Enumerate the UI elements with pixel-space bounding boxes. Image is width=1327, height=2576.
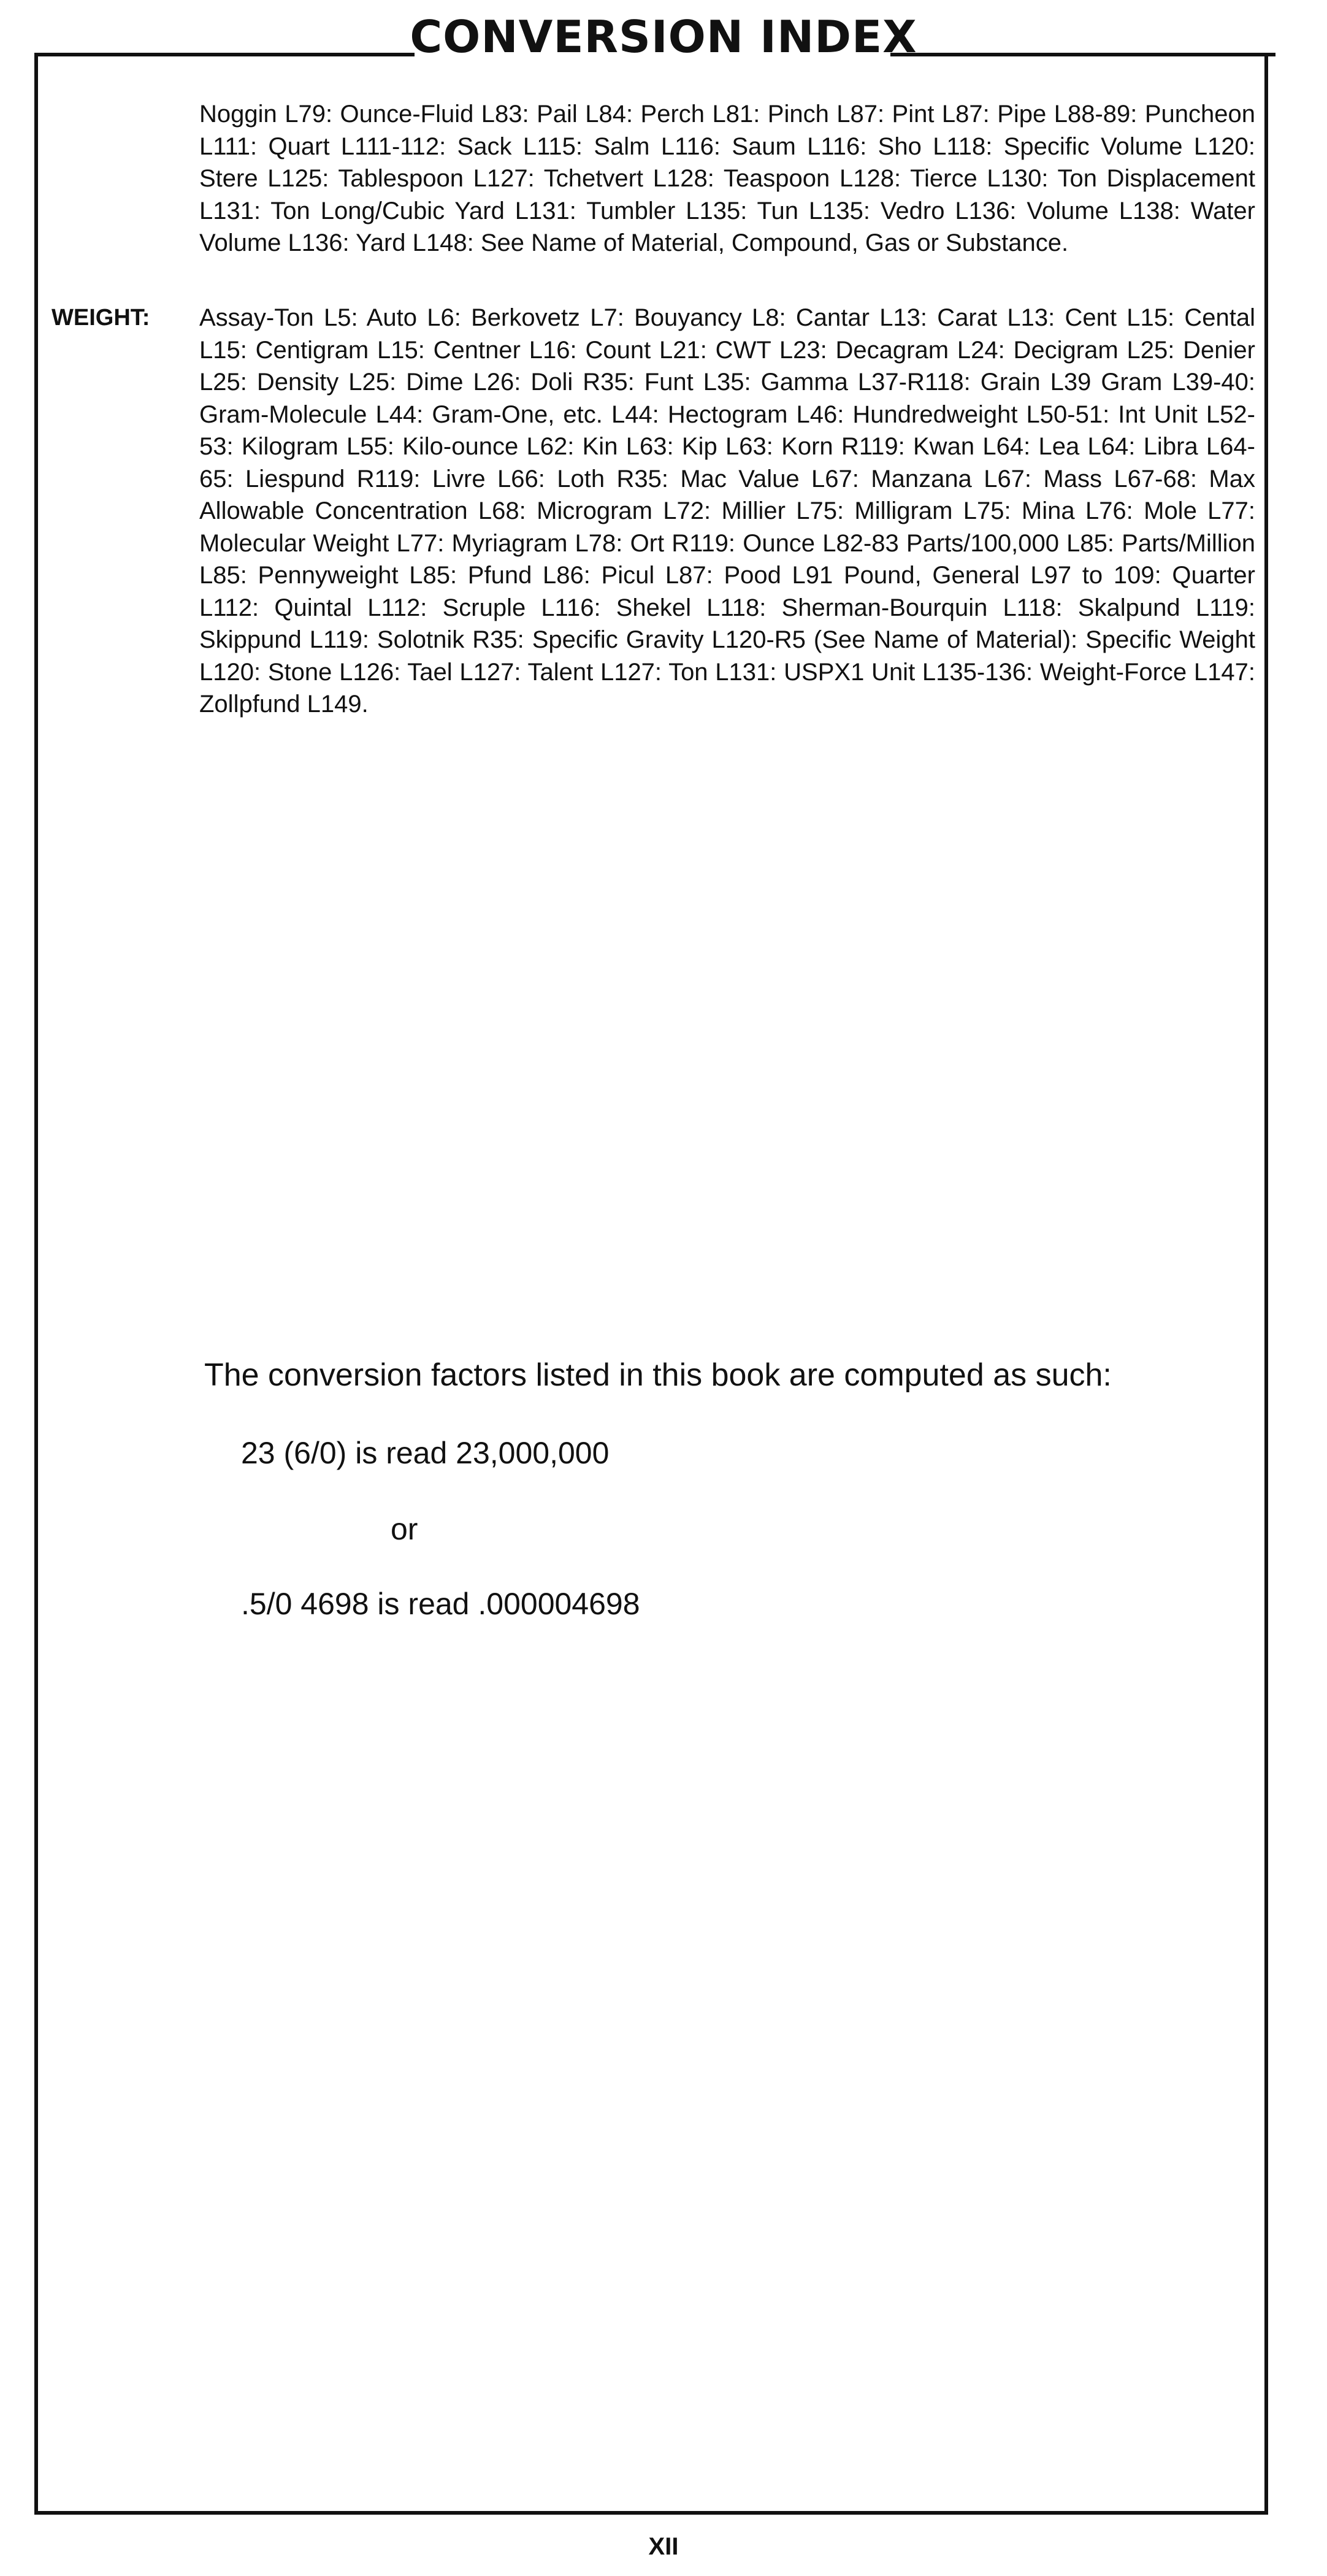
conversion-example-1: 23 (6/0) is read 23,000,000 [241, 1436, 610, 1470]
weight-entries: Assay-Ton L5: Auto L6: Berkovetz L7: Bouyancy L8: Cantar L13: Carat L13: Cent L15: Cental L15: Centigram L15: Centner L16: Count L21: CWT L23: Decagram L24: Decigram L25: Denier L25: Density L25: Dime L26: Doli R35: Funt L35: Gamma L37-R118: Grain L39 Gram L39-40: Gram-Molecule L44: Gram-One, etc. L44: Hectogram L46: Hundredweight L50-51: Int Unit L52-53: Kilogram L55: Kilo-ounce L62: Kin L63: Kip L63: Korn R119: Kwan L64: Lea L64: Libra L64-65: Liespund R119: Livre L66: Loth R35: Mac Value L67: Manzana L67: Mass L67-68: Max Allowable Concentration L68: Microgram L72: Millier L75: Milligram L75: Mina L76: Mole L77: Molecular Weight L77: Myriagram L78: Ort R119: Ounce L82-83 Parts/100,000 L85: Parts/Million L85: Pennyweight L85: Pfund L86: Picul L87: Pood L91 Pound, General L97 to 109: Quarter L112: Quintal L112: Scruple L116: Shekel L118: Sherman-Bourquin L118: Skalpund L119: Skippund L119: Solotnik R35: Specific Gravity L120-R5 (See Name of Material): Specific Weight L120: Stone L126: Tael L127: Talent L127: Ton L131: USPX1 Unit L135-136: Weight-Force L147: Zollpfund L149. [199, 304, 1255, 718]
conversion-note-intro: The conversion factors listed in this book are computed as such: [204, 1357, 1112, 1393]
conversion-or: or [391, 1512, 418, 1546]
volume-entries-continued: Noggin L79: Ounce-Fluid L83: Pail L84: Perch L81: Pinch L87: Pint L87: Pipe L88-89: Puncheon L111: Quart L111-112: Sack L115: Salm L116: Saum L116: Sho L118: Specific Volume L120: Stere L125: Tablespoon L127: Tchetvert L128: Teaspoon L128: Tierce L130: Ton Displacement L131: Ton Long/Cubic Yard L131: Tumbler L135: Tun L135: Vedro L136: Volume L138: Water Volume L136: Yard L148: See Name of Material, Compound, Gas or Substance. [199, 101, 1255, 256]
page-number: XII [648, 2533, 679, 2560]
conversion-example-2: .5/0 4698 is read .000004698 [241, 1587, 640, 1621]
page-title: CONVERSION INDEX [410, 11, 917, 63]
weight-section-label: WEIGHT: [52, 305, 150, 331]
